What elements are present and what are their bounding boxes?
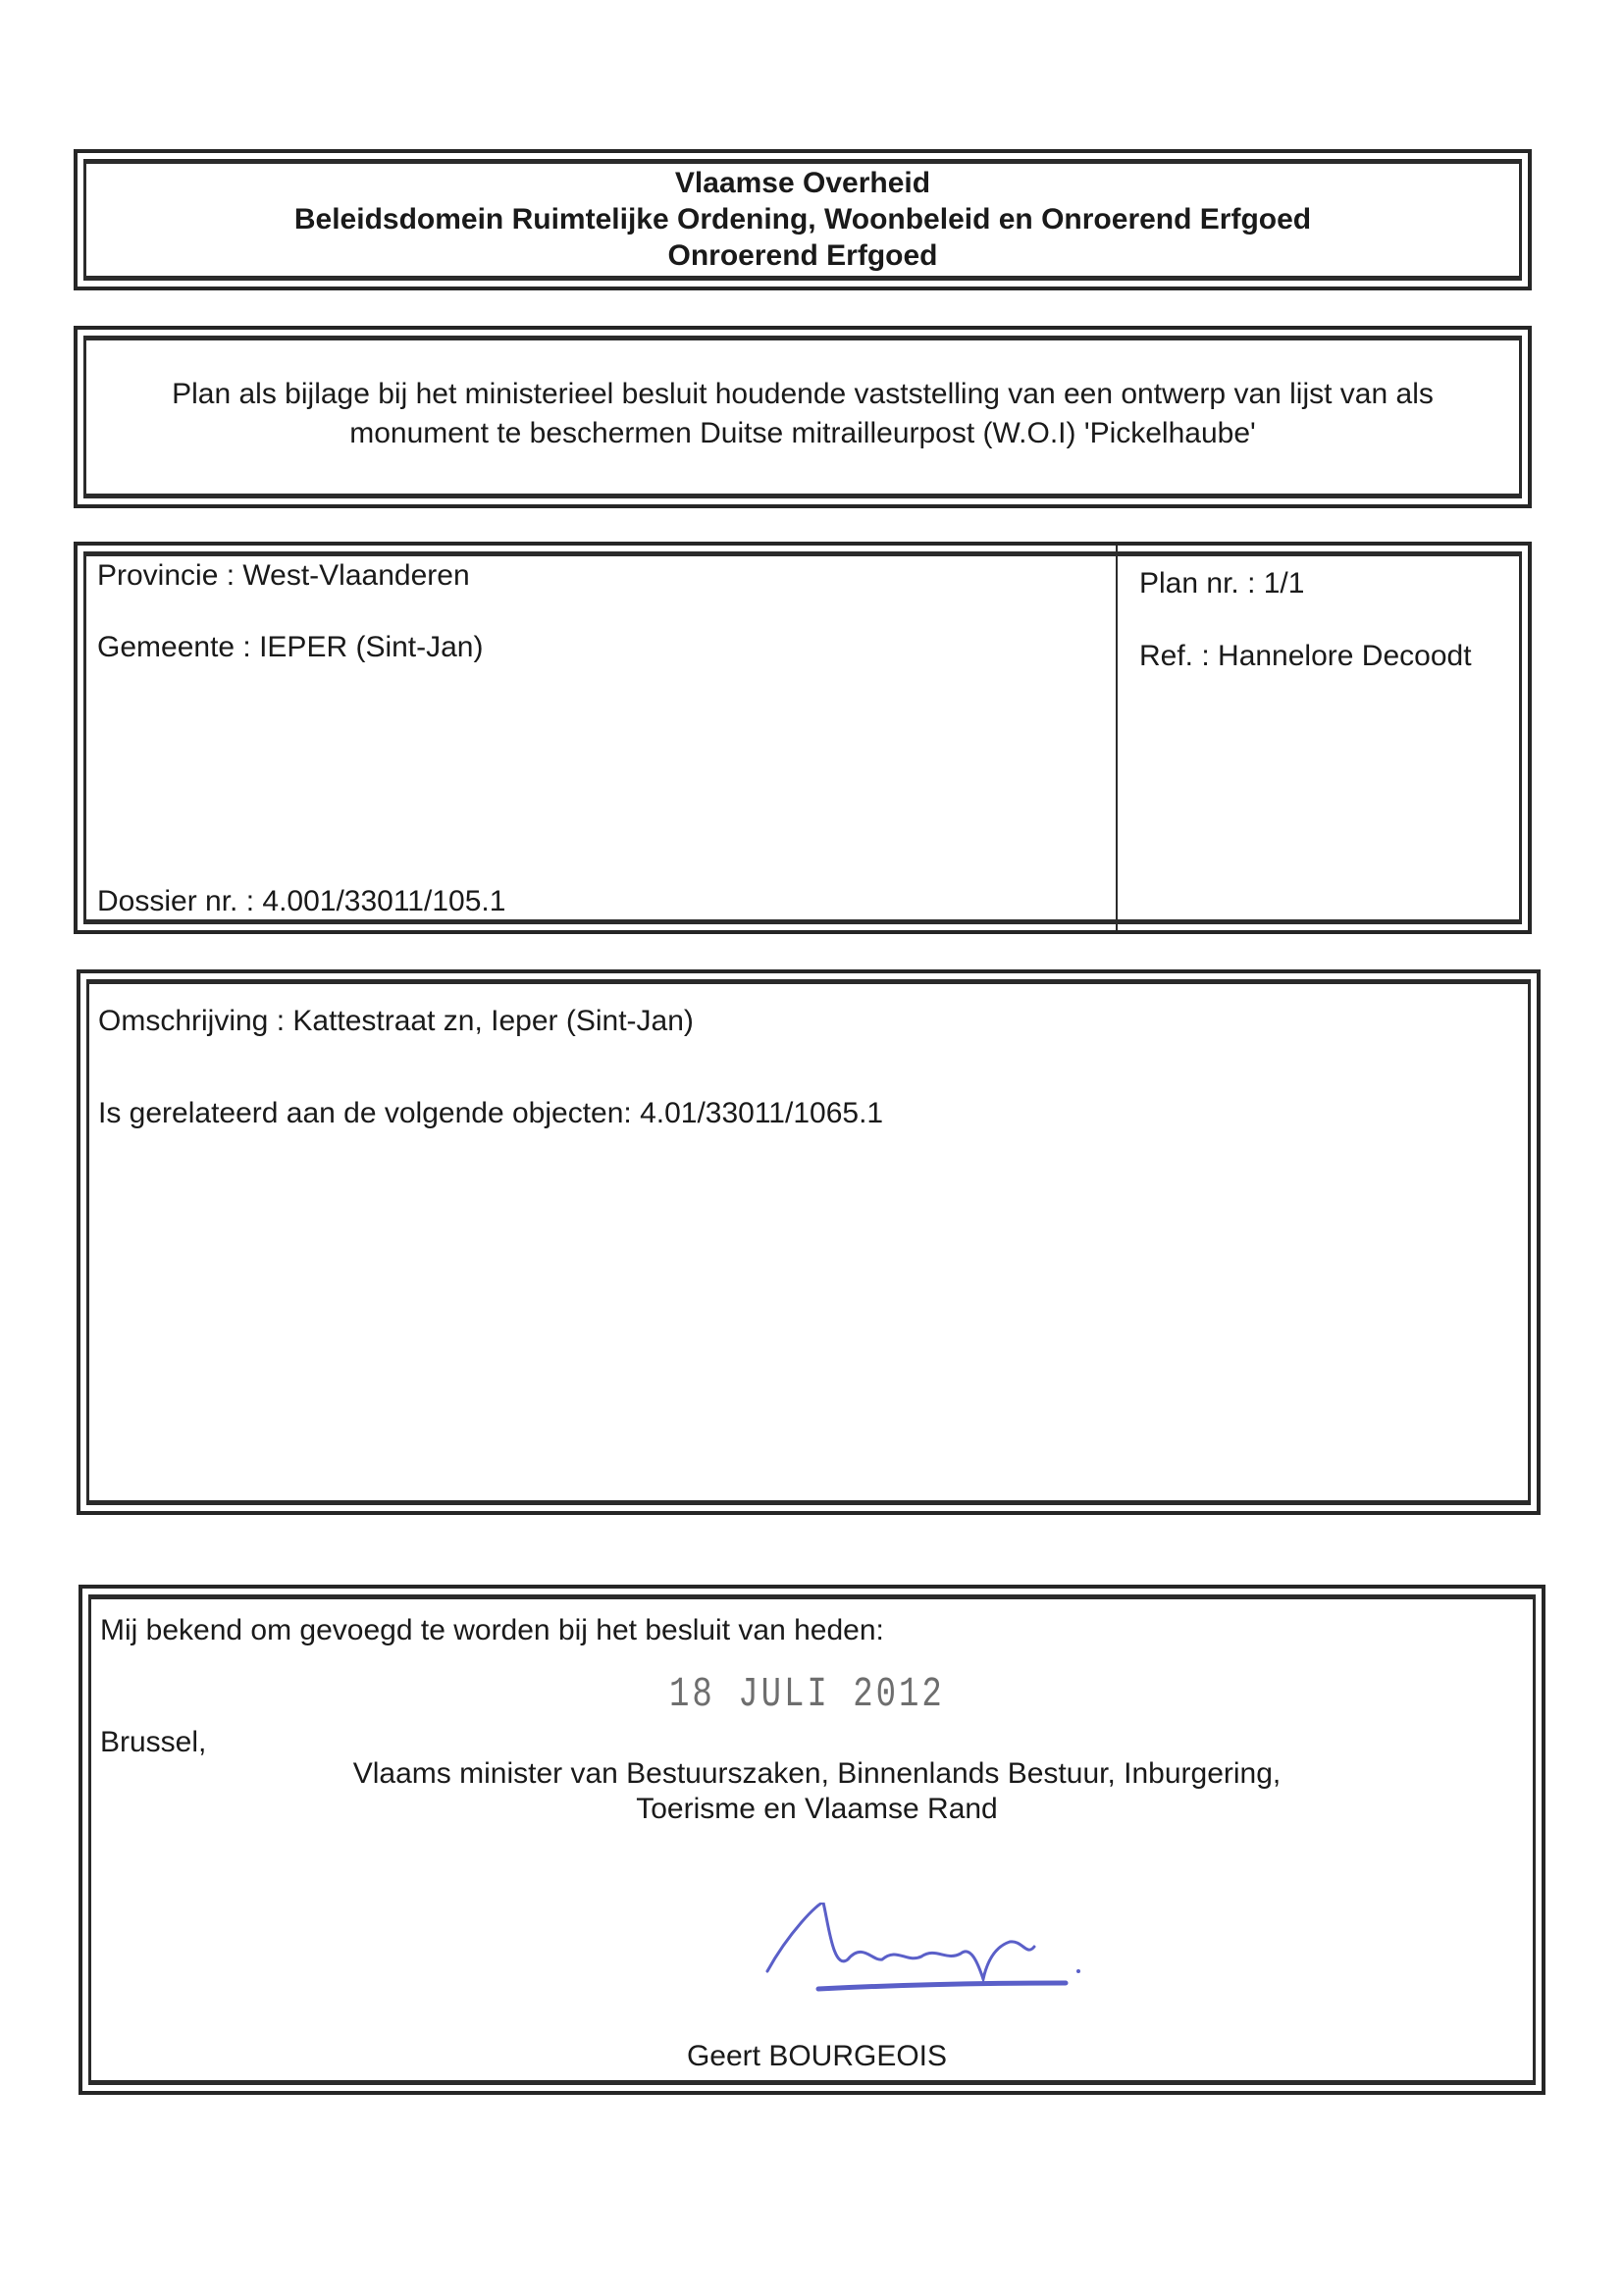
plan-title-line-1: Plan als bijlage bij het ministerieel besluit houdende vaststelling van een ontwerp van lijst van als bbox=[172, 378, 1434, 410]
description-box bbox=[77, 969, 1541, 1515]
location-box bbox=[74, 542, 1532, 934]
minister-title-line-1: Vlaams minister van Bestuurszaken, Binnenlands Bestuur, Inburgering, bbox=[352, 1757, 1282, 1790]
handwritten-signature-icon bbox=[671, 1903, 1181, 2030]
location-inner-frame bbox=[83, 551, 1522, 924]
gemeente-field: Gemeente : IEPER (Sint-Jan) bbox=[97, 631, 484, 663]
place-label: Brussel, bbox=[100, 1726, 207, 1758]
related-objects: Is gerelateerd aan de volgende objecten: 4.01/33011/1065.1 bbox=[98, 1097, 884, 1129]
omschrijving-field: Omschrijving : Kattestraat zn, Ieper (Sint-Jan) bbox=[98, 1005, 694, 1037]
provincie-field: Provincie : West-Vlaanderen bbox=[97, 559, 470, 592]
minister-title-line-2: Toerisme en Vlaamse Rand bbox=[636, 1793, 998, 1825]
header-box bbox=[74, 149, 1532, 290]
reference: Ref. : Hannelore Decoodt bbox=[1139, 640, 1472, 672]
signature-box bbox=[79, 1585, 1545, 2095]
plan-number: Plan nr. : 1/1 bbox=[1139, 567, 1305, 600]
plan-title bbox=[117, 375, 1489, 453]
date-stamp: 18 JULI 2012 bbox=[669, 1672, 945, 1719]
column-divider bbox=[1116, 546, 1118, 930]
plan-title-box bbox=[74, 326, 1532, 508]
signatory-name: Geert BOURGEOIS bbox=[686, 2040, 948, 2072]
plan-title-line-2: monument te beschermen Duitse mitrailleurpost (W.O.I) 'Pickelhaube' bbox=[349, 417, 1256, 449]
policy-domain: Beleidsdomein Ruimtelijke Ordening, Woonbeleid en Onroerend Erfgoed bbox=[293, 203, 1312, 235]
agency-name: Onroerend Erfgoed bbox=[667, 239, 938, 272]
dossier-number: Dossier nr. : 4.001/33011/105.1 bbox=[97, 885, 506, 917]
approval-statement: Mij bekend om gevoegd te worden bij het besluit van heden: bbox=[100, 1614, 884, 1646]
authority-name: Vlaamse Overheid bbox=[674, 167, 931, 199]
description-inner-frame bbox=[86, 979, 1531, 1505]
header-text bbox=[78, 165, 1528, 274]
